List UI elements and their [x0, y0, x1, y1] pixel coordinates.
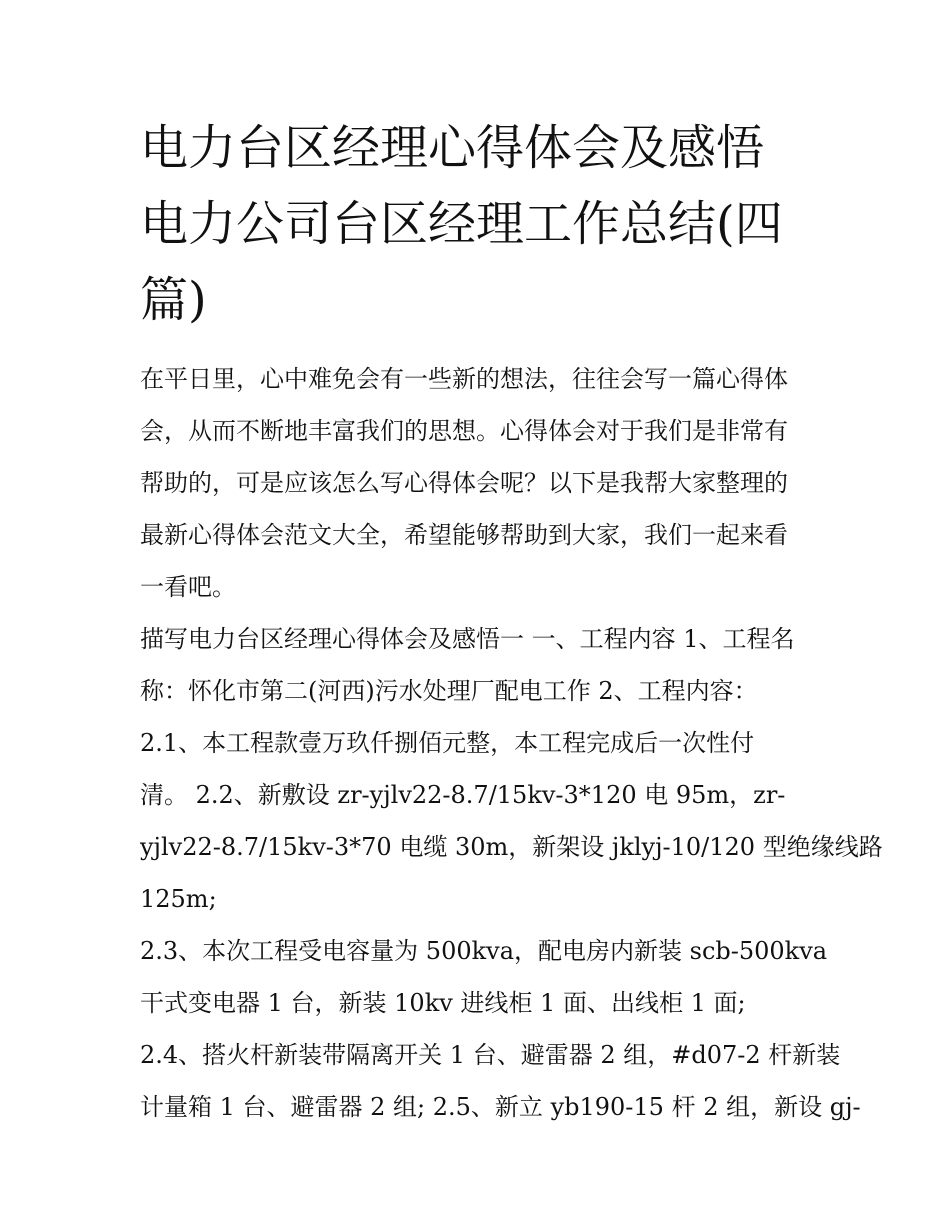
body-line: 最新心得体会范文大全，希望能够帮助到大家，我们一起来看 — [140, 521, 788, 549]
body-line: 2.4、搭火杆新装带隔离开关 1 台、避雷器 2 组，#d07-2 杆新装 — [140, 1041, 841, 1069]
body-line: 清。 2.2、新敷设 zr-yjlv22-8.7/15kv-3*120 电 95m，zr- — [140, 781, 786, 809]
body-line: 2.3、本次工程受电容量为 500kva，配电房内新装 scb-500kva — [140, 937, 828, 965]
document-body — [140, 353, 883, 1133]
body-line: yjlv22-8.7/15kv-3*70 电缆 30m，新架设 jklyj-10/120 型绝缘线路 — [140, 833, 883, 861]
title-line: 篇) — [140, 272, 207, 328]
title-line: 电力公司台区经理工作总结(四 — [140, 196, 783, 252]
body-line: 会，从而不断地丰富我们的思想。心得体会对于我们是非常有 — [140, 417, 788, 445]
body-line: 计量箱 1 台、避雷器 2 组; 2.5、新立 yb190-15 杆 2 组，新设 gj- — [140, 1093, 861, 1121]
document-title — [140, 110, 820, 338]
body-line: 一看吧。 — [140, 573, 236, 601]
body-line: 描写电力台区经理心得体会及感悟一 一、工程内容 1、工程名 — [140, 625, 795, 653]
body-line: 2.1、本工程款壹万玖仟捌佰元整，本工程完成后一次性付 — [140, 729, 755, 757]
body-line: 在平日里，心中难免会有一些新的想法，往往会写一篇心得体 — [140, 365, 788, 393]
title-line: 电力台区经理心得体会及感悟 — [140, 120, 765, 176]
body-line: 称：怀化市第二(河西)污水处理厂配电工作 2、工程内容： — [140, 677, 758, 705]
body-line: 125m; — [140, 885, 217, 913]
body-line: 干式变电器 1 台，新装 10kv 进线柜 1 面、出线柜 1 面; — [140, 989, 746, 1017]
body-line: 帮助的，可是应该怎么写心得体会呢？以下是我帮大家整理的 — [140, 469, 788, 497]
